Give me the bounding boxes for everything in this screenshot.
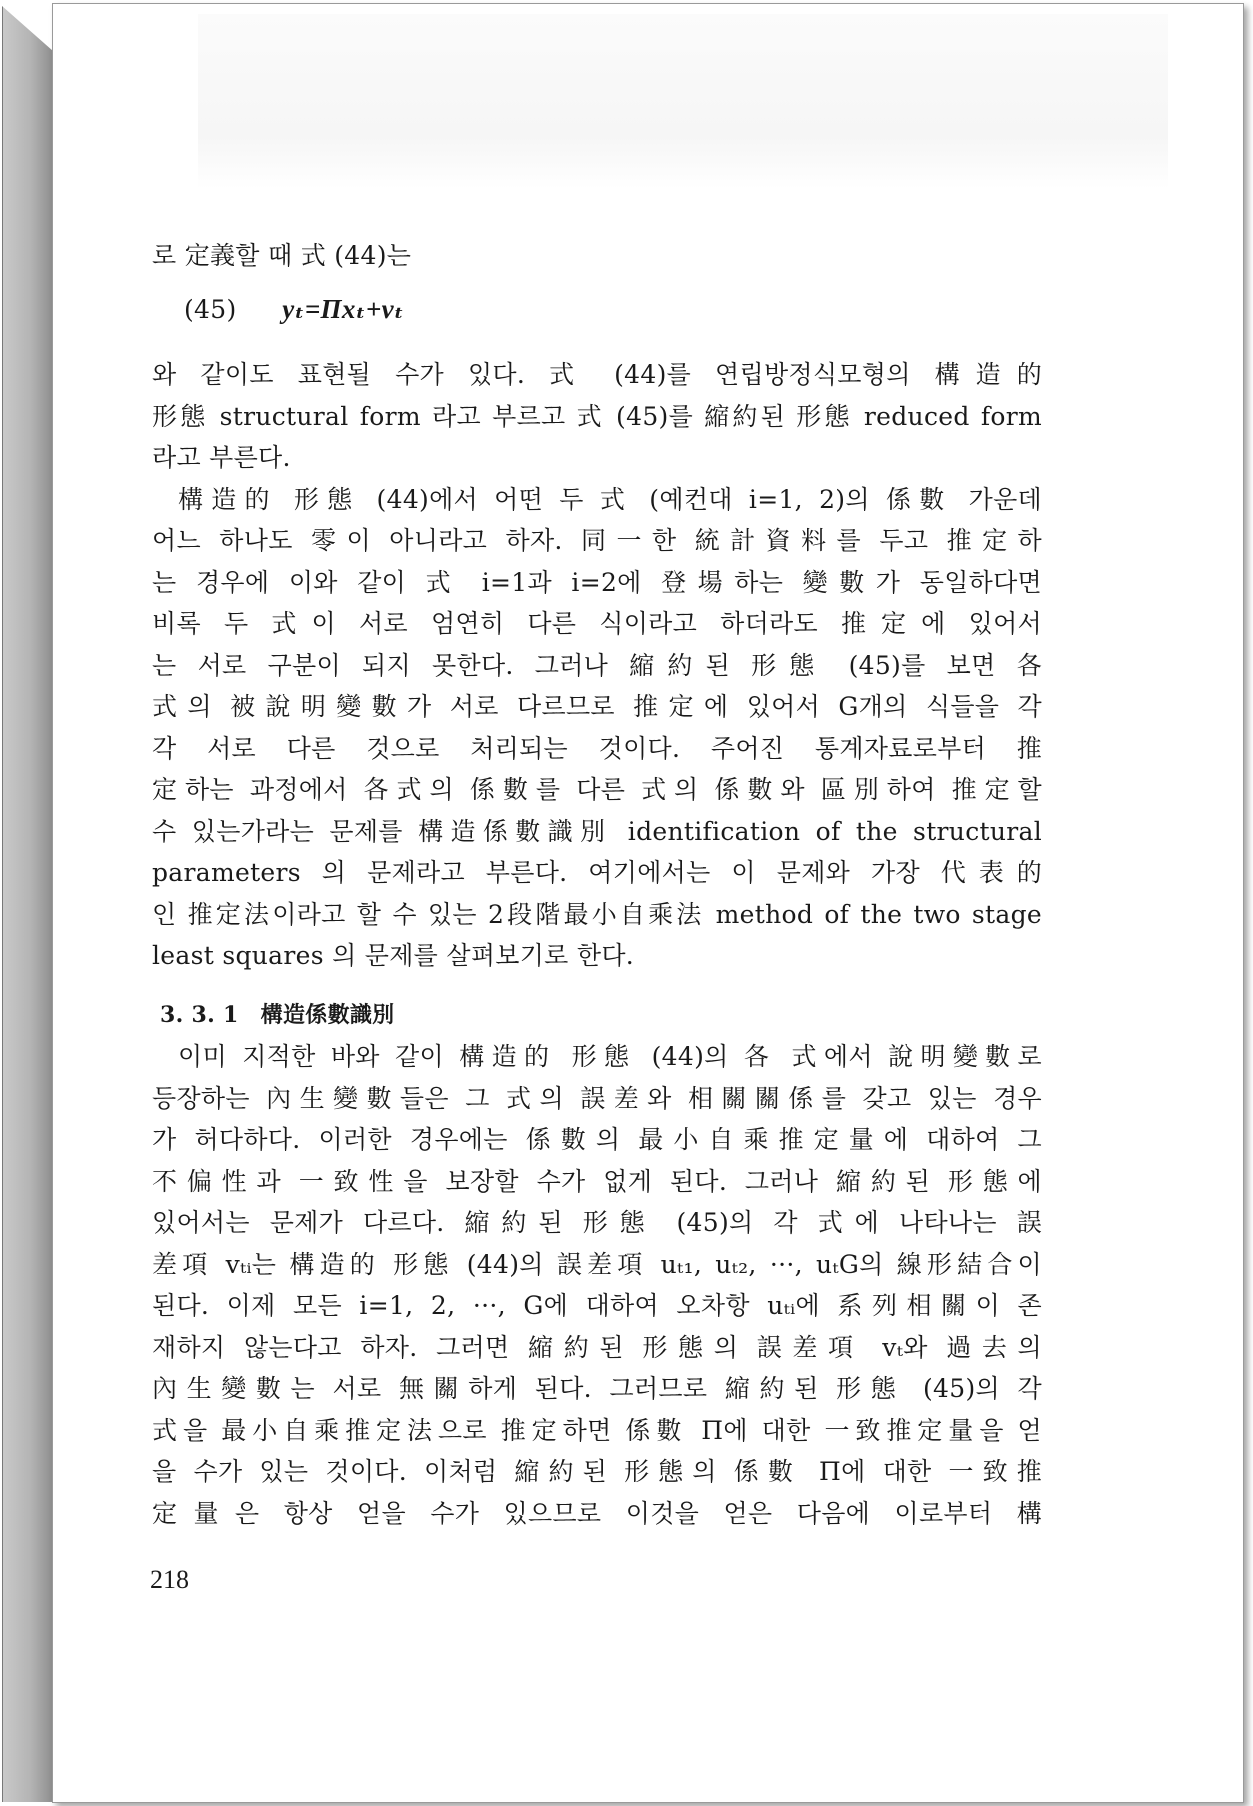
text-line: 가 허다하다. 이러한 경우에는 係數의 最小自乘推定量에 대하여 그 — [152, 1125, 1042, 1154]
page-shading — [198, 14, 1168, 189]
paragraph-1 — [152, 354, 1042, 479]
paragraph-2 — [152, 479, 1042, 521]
text-line: 構造的 形態 (44)에서 어떤 두 式 (예컨대 i=1, 2)의 係數 가운데 — [178, 484, 1042, 514]
section-title: 構造係數識別 — [260, 1001, 395, 1028]
text-line: 式을 最小自乘推定法으로 推定하면 係數 Π에 대한 一致推定量을 얻 — [152, 1415, 1042, 1445]
equation-body: yₜ=Πxₜ+vₜ — [282, 293, 405, 324]
text-line: 등장하는 內生變數들은 그 式의 誤差와 相關關係를 갖고 있는 경우 — [152, 1083, 1042, 1113]
text-line: 인 推定法이라고 할 수 있는 2段階最小自乘法 method of the two stage — [152, 899, 1042, 929]
text-line: 재하지 않는다고 하자. 그러면 縮約된 形態의 誤差項 vₜ와 過去의 — [152, 1332, 1042, 1362]
equation-45 — [152, 289, 1042, 331]
text-line: 이미 지적한 바와 같이 構造的 形態 (44)의 各 式에서 說明變數로 — [178, 1042, 1042, 1071]
section-heading — [152, 995, 1042, 1037]
text-line: least squares 의 문제를 살펴보기로 한다. — [152, 941, 635, 970]
text-line: 있어서는 문제가 다르다. 縮約된 形態 (45)의 각 式에 나타나는 誤 — [152, 1208, 1042, 1237]
paragraph-2-body — [152, 520, 1042, 977]
text-line: 不偏性과 一致性을 보장할 수가 없게 된다. 그러나 縮約된 形態에 — [152, 1166, 1042, 1196]
text-line: 수 있는가라는 문제를 構造係數識別 identification of the structural — [152, 816, 1042, 846]
intro-line: 로 定義할 때 式 (44)는 — [152, 241, 412, 270]
text-line: 定하는 과정에서 各式의 係數를 다른 式의 係數와 區別하여 推定할 — [152, 775, 1042, 804]
text-line: parameters 의 문제라고 부른다. 여기에서는 이 문제와 가장 代表的 — [152, 858, 1042, 887]
equation-number: (45) — [184, 294, 237, 324]
text-line: 定量은 항상 얻을 수가 있으므로 이것을 얻은 다음에 이로부터 構 — [152, 1498, 1042, 1528]
text-line: 內生變數는 서로 無關하게 된다. 그러므로 縮約된 形態 (45)의 각 — [152, 1374, 1042, 1403]
page-content — [152, 235, 1042, 1534]
text-line: 어느 하나도 零이 아니라고 하자. 同一한 統計資料를 두고 推定하 — [152, 526, 1042, 555]
text-line: 와 같이도 표현될 수가 있다. 式 (44)를 연립방정식모형의 構造的 — [152, 360, 1042, 389]
text-line: 式의 被說明變數가 서로 다르므로 推定에 있어서 G개의 식들을 각 — [152, 692, 1042, 721]
text-line: 는 서로 구분이 되지 못한다. 그러나 縮約된 形態 (45)를 보면 各 — [152, 650, 1042, 680]
text-line: 을 수가 있는 것이다. 이처럼 縮約된 形態의 係數 Π에 대한 一致推 — [152, 1457, 1042, 1486]
text-line: 비록 두 式이 서로 엄연히 다른 식이라고 하더라도 推定에 있어서 — [152, 609, 1042, 638]
section-number: 3. 3. 1 — [160, 1001, 239, 1028]
text-line: 라고 부른다. — [152, 443, 291, 472]
text-line: 각 서로 다른 것으로 처리되는 것이다. 주어진 통계자료로부터 推 — [152, 733, 1042, 763]
text-line: 差項 vₜᵢ는 構造的 形態 (44)의 誤差項 uₜ₁, uₜ₂, ···, uₜG의 線形結合이 — [152, 1249, 1042, 1279]
section-paragraph — [152, 1036, 1042, 1534]
text-line: 는 경우에 이와 같이 式 i=1과 i=2에 登場하는 變數가 동일하다면 — [152, 567, 1042, 597]
text-line: 形態 structural form 라고 부르고 式 (45)를 縮約된 形態 reduced form — [152, 401, 1042, 431]
page-number: 218 — [150, 1565, 189, 1594]
book-spine — [2, 6, 53, 1802]
text-line: 된다. 이제 모든 i=1, 2, ···, G에 대하여 오차항 uₜᵢ에 系列相關이 존 — [152, 1291, 1042, 1320]
